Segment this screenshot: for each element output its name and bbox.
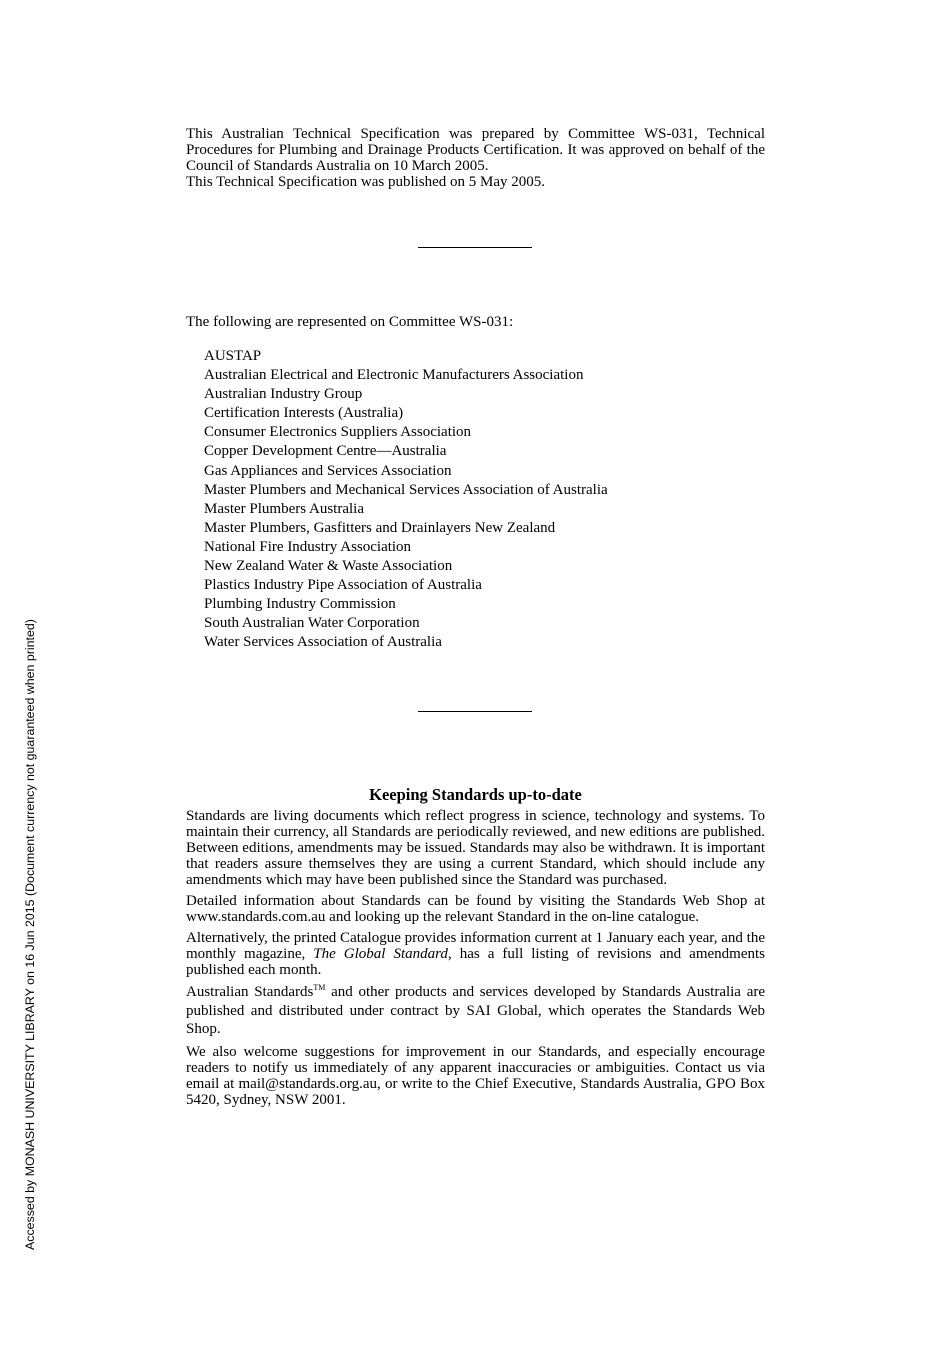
- list-item: Certification Interests (Australia): [204, 405, 404, 422]
- preparation-paragraph: This Australian Technical Specification was prepared by Committee WS-031, Technical Procedures for Plumbing and Drainage Products Certification. It was approved on behalf of the Council of Standards Australia on 10 March 2005.: [186, 126, 765, 174]
- body-paragraph: We also welcome suggestions for improvement in our Standards, and especially encourage readers to notify us immediately of any apparent inaccuracies or ambiguities. Contact us via email at mail@standards.org.au, or write to the Chief Executive, Standards Australia, GPO Box 5420, Sydney, NSW 2001.: [186, 1043, 765, 1108]
- list-item: Plumbing Industry Commission: [204, 596, 396, 613]
- list-item: Gas Appliances and Services Association: [204, 462, 452, 479]
- committee-member-list: [204, 347, 608, 653]
- list-item: Master Plumbers Australia: [204, 500, 364, 517]
- list-item: Copper Development Centre—Australia: [204, 443, 447, 460]
- list-item: South Australian Water Corporation: [204, 615, 420, 632]
- preparation-notice: [186, 126, 765, 190]
- section-title: Keeping Standards up-to-date: [369, 785, 582, 804]
- body-paragraph: Detailed information about Standards can be found by visiting the Standards Web Shop at www.standards.com.au and looking up the relevant Standard in the on-line catalogue.: [186, 893, 765, 925]
- access-watermark: Accessed by MONASH UNIVERSITY LIBRARY on 16 Jun 2015 (Document currency not guaranteed when printed): [23, 619, 37, 1250]
- text-run: Alternatively, the printed Catalogue provides information current at 1 January each year, and the monthly magazine,: [186, 930, 765, 962]
- list-item: National Fire Industry Association: [204, 538, 412, 555]
- text-run: and other products and services developed by Standards Australia are published and distributed under contract by SAI Global, which operates the Standards Web Shop.: [186, 984, 766, 1037]
- keeping-standards-body: [186, 808, 765, 1113]
- representation-intro: The following are represented on Committee WS-031:: [186, 314, 514, 330]
- list-item: Australian Industry Group: [204, 386, 363, 403]
- section-divider: [418, 247, 532, 248]
- list-item: Master Plumbers, Gasfitters and Drainlayers New Zealand: [204, 519, 556, 536]
- list-item: Australian Electrical and Electronic Manufacturers Association: [204, 367, 584, 384]
- list-item: Master Plumbers and Mechanical Services Association of Australia: [204, 481, 608, 498]
- list-item: Plastics Industry Pipe Association of Australia: [204, 577, 482, 594]
- text-run: Australian Standards: [186, 984, 314, 1000]
- magazine-title: The Global Standard: [313, 946, 448, 962]
- text-run: , has a full listing of revisions and amendments published each month.: [186, 946, 765, 978]
- list-item: Consumer Electronics Suppliers Association: [204, 424, 472, 441]
- list-item: Water Services Association of Australia: [204, 634, 442, 651]
- body-paragraph: [186, 983, 765, 1039]
- section-divider: [418, 711, 532, 712]
- trademark-mark: TM: [313, 983, 326, 992]
- publication-date-paragraph: This Technical Specification was published on 5 May 2005.: [186, 174, 546, 190]
- list-item: AUSTAP: [204, 348, 262, 364]
- list-item: New Zealand Water & Waste Association: [204, 558, 453, 575]
- body-paragraph: [186, 930, 765, 978]
- body-paragraph: Standards are living documents which reflect progress in science, technology and systems. To maintain their currency, all Standards are periodically reviewed, and new editions are published. Between editions, amendments may be issued. Standards may also be withdrawn. It is important that readers assure themselves they are using a current Standard, which should include any amendments which may have been published since the Standard was purchased.: [186, 808, 765, 888]
